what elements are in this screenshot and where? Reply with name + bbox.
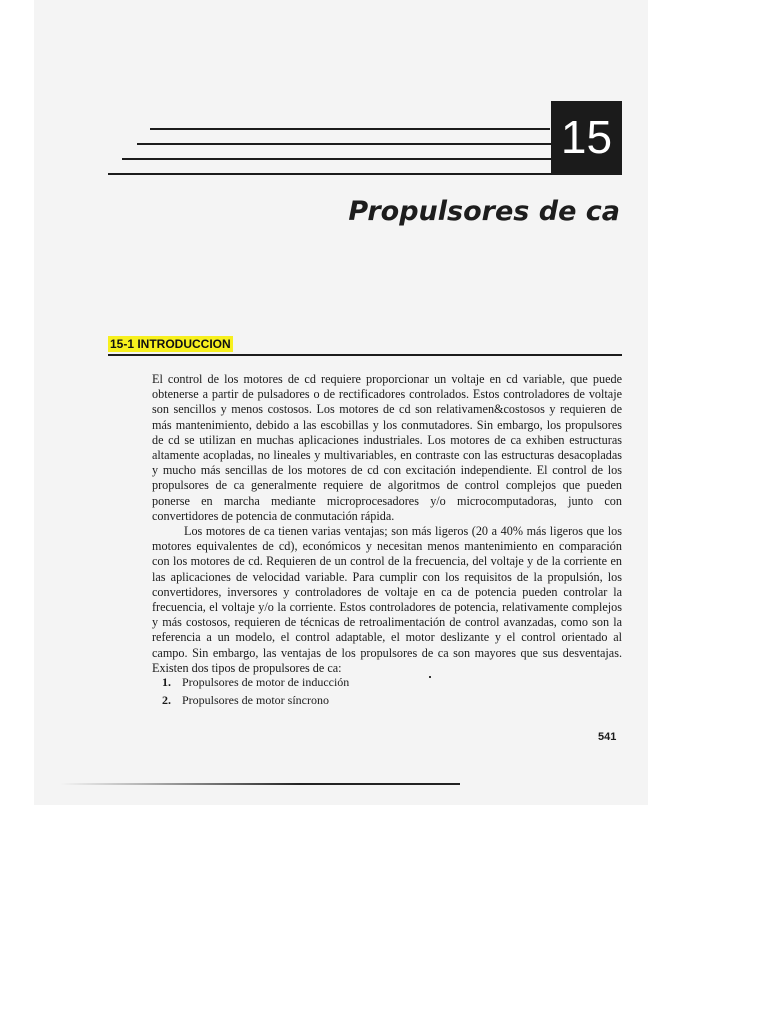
chapter-title: Propulsores de ca (348, 196, 620, 227)
body-text (152, 372, 622, 676)
chapter-number-box (551, 101, 622, 173)
decorative-rule (150, 128, 550, 130)
list-item (162, 673, 462, 691)
drive-types-list (162, 673, 462, 709)
paragraph: El control de los motores de cd requiere proporcionar un voltaje en cd variable, que puede obtenerse a partir de pulsadores o de rectificadores controlados. Estos controladores de voltaje son sencillos y menos costosos. Los motores de cd son relativamen&costosos y requieren de más mantenimiento, debido a las escobillas y los conmutadores. Sin embargo, los propulsores de cd se utilizan en muchas aplicaciones industriales. Los motores de ca exhiben estructuras altamente acopladas, no lineales y multivariables, en contraste con las estructuras desacopladas y mucho más sencillas de los motores de cd con excitación independiente. El control de los propulsores de ca generalmente requiere de algoritmos de control complejos que pueden ponerse en marcha mediante microprocesadores y/o microcomputadoras, junto con convertidores de potencia de conmutación rápida. (152, 372, 622, 523)
list-item-text: Propulsores de motor de inducción (182, 675, 350, 689)
decorative-rule (137, 143, 551, 145)
list-item-number: 2. (162, 693, 171, 707)
scan-edge-line (60, 783, 460, 785)
paragraph: Los motores de ca tienen varias ventajas; son más ligeros (20 a 40% más ligeros que los motores equivalentes de cd), económicos y necesitan menos mantenimiento en comparación con los motores de cd. Requieren de un control de la frecuencia, del voltaje y de la corriente en las aplicaciones de velocidad variable. Para cumplir con los requisitos de la propulsión, los convertidores, inversores y controladores de voltaje en ca de potencia pueden controlar la frecuencia, el voltaje y/o la corriente. Estos controladores de potencia, relativamente complejos y más costosos, requieren de técnicas de retroalimentación de control avanzadas, como son la referencia a un modelo, el control adaptable, el motor deslizante y el control orientado al campo. Sin embargo, las ventajas de los propulsores de ca son mayores que sus desventajas. Existen dos tipos de propulsores de ca: (152, 524, 622, 675)
decorative-rule (108, 173, 622, 175)
list-item-number: 1. (162, 675, 171, 689)
list-item-text: Propulsores de motor síncrono (182, 693, 329, 707)
section-heading (108, 336, 622, 356)
decorative-rule (122, 158, 551, 160)
list-item (162, 691, 462, 709)
section-heading-label: 15-1 INTRODUCCION (110, 337, 231, 351)
page-number: 541 (598, 731, 617, 743)
chapter-number: 15 (560, 111, 613, 163)
